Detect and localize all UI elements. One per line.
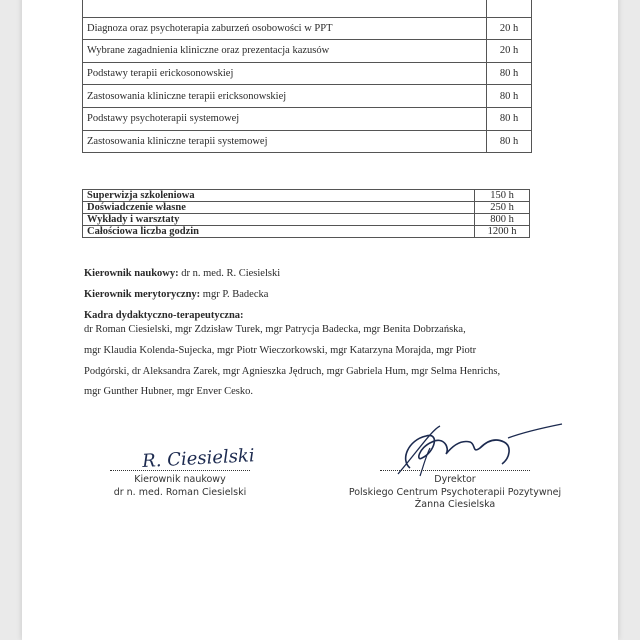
signature-left-image	[140, 440, 260, 472]
summary-hours: 800 h	[475, 214, 530, 226]
table-row	[83, 202, 530, 214]
table-row	[83, 226, 530, 238]
signature-left	[100, 470, 260, 499]
staff-title: Kadra dydaktyczno-terapeutyczna:	[84, 310, 244, 321]
course-name: Zastosowania kliniczne terapii systemowej	[83, 130, 487, 153]
summary-hours: 150 h	[475, 190, 530, 202]
scientific-supervisor-value: dr n. med. R. Ciesielski	[181, 268, 281, 279]
scan-right-margin	[618, 0, 640, 640]
course-hours	[487, 0, 532, 17]
table-row	[83, 130, 532, 153]
staff-line: Podgórski, dr Aleksandra Zarek, mgr Agnieszka Jędruch, mgr Gabriela Hum, mgr Selma Henrichs,	[84, 366, 501, 377]
summary-label: Superwizja szkoleniowa	[83, 190, 475, 202]
scientific-supervisor-label: Kierownik naukowy:	[84, 268, 179, 279]
scientific-supervisor	[84, 268, 280, 279]
summary-table	[82, 189, 530, 238]
table-row	[83, 214, 530, 226]
table-row	[83, 62, 532, 85]
staff-line: mgr Gunther Hubner, mgr Enver Cesko.	[84, 386, 253, 397]
signature-right-role: Dyrektor	[434, 474, 476, 485]
table-row	[83, 107, 532, 130]
course-hours: 80 h	[487, 62, 532, 85]
course-hours: 20 h	[487, 40, 532, 63]
table-row	[83, 0, 532, 17]
summary-label: Wykłady i warsztaty	[83, 214, 475, 226]
course-hours: 80 h	[487, 130, 532, 153]
signature-right	[330, 470, 580, 512]
course-hours: 80 h	[487, 85, 532, 108]
content-supervisor	[84, 289, 268, 300]
course-hours: 20 h	[487, 17, 532, 40]
course-name: Podstawy terapii erickosonowskiej	[83, 62, 487, 85]
signature-line	[380, 470, 530, 471]
staff-line: dr Roman Ciesielski, mgr Zdzisław Turek, mgr Patrycja Badecka, mgr Benita Dobrzańska,	[84, 324, 466, 335]
course-name: Wybrane zagadnienia kliniczne oraz prezentacja kazusów	[83, 40, 487, 63]
signature-left-script: R. Ciesielski	[141, 445, 256, 472]
courses-table	[82, 0, 532, 153]
content-supervisor-label: Kierownik merytoryczny:	[84, 289, 201, 300]
course-name	[83, 0, 487, 17]
table-row	[83, 85, 532, 108]
course-hours: 80 h	[487, 107, 532, 130]
signature-right-person: Żanna Ciesielska	[414, 499, 496, 510]
content-supervisor-value: mgr P. Badecka	[202, 289, 269, 300]
signature-left-role: Kierownik naukowy	[134, 474, 226, 485]
course-name: Zastosowania kliniczne terapii ericksonowskiej	[83, 85, 487, 108]
summary-label: Całościowa liczba godzin	[83, 226, 475, 238]
scan-left-margin	[0, 0, 22, 640]
summary-label: Doświadczenie własne	[83, 202, 475, 214]
signature-line	[110, 470, 250, 471]
signature-left-person: dr n. med. Roman Ciesielski	[113, 486, 247, 498]
table-row	[83, 190, 530, 202]
summary-hours: 250 h	[475, 202, 530, 214]
summary-hours: 1200 h	[475, 226, 530, 238]
signature-right-org: Polskiego Centrum Psychoterapii Pozytywnej	[348, 486, 562, 498]
table-row	[83, 40, 532, 63]
course-name: Diagnoza oraz psychoterapia zaburzeń osobowości w PPT	[83, 17, 487, 40]
staff-line: mgr Klaudia Kolenda-Sujecka, mgr Piotr Wieczorkowski, mgr Katarzyna Morajda, mgr Piotr	[84, 345, 477, 356]
course-name: Podstawy psychoterapii systemowej	[83, 107, 487, 130]
table-row	[83, 17, 532, 40]
